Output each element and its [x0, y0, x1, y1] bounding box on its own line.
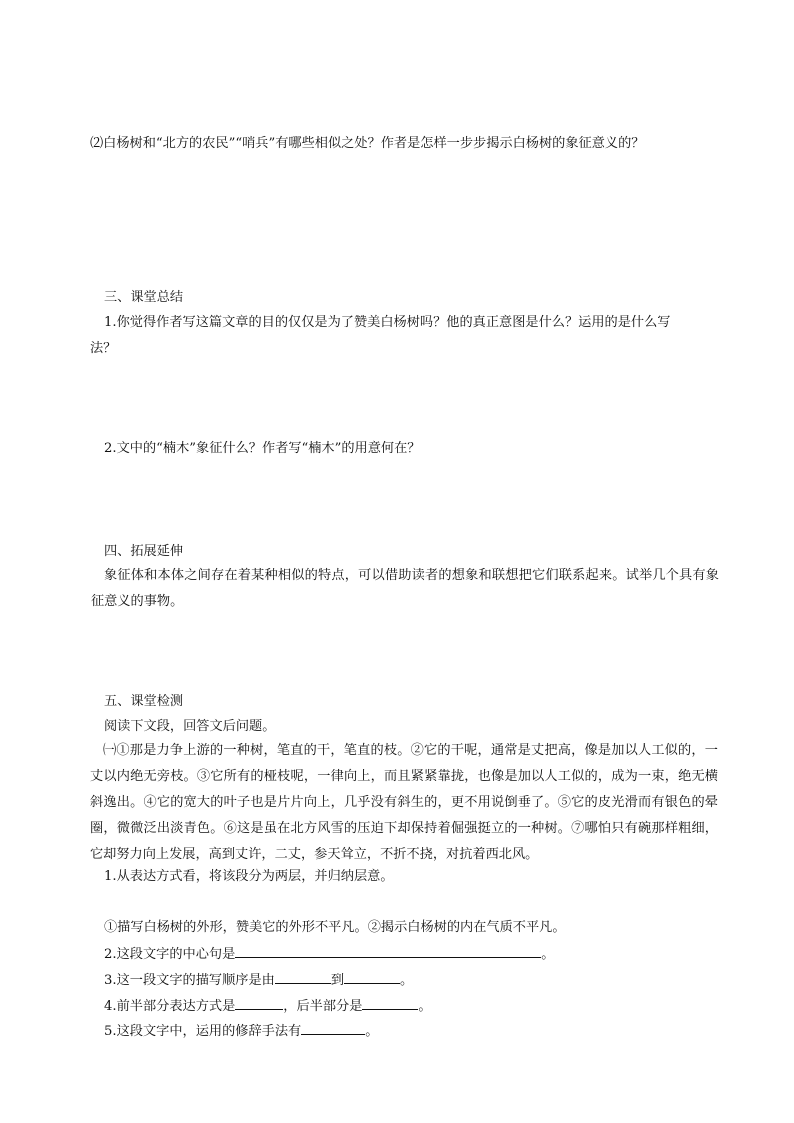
question-4-mid: ，后半部分是 — [283, 999, 363, 1014]
section-4-heading: 四、拓展延伸 — [104, 544, 184, 559]
central-sentence-blank[interactable] — [235, 945, 541, 958]
order-from-blank[interactable] — [275, 971, 331, 984]
exercise-question-4 — [104, 997, 432, 1016]
exercise-question-3 — [104, 971, 413, 990]
question-5-suffix: 。 — [365, 1024, 379, 1039]
section-5-heading: 五、课堂检测 — [104, 694, 184, 709]
question-3-mid: 到 — [330, 973, 345, 988]
section-3-question-1-line-1: 1.你觉得作者写这篇文章的目的仅仅是为了赞美白杨树吗？他的真正意图是什么？运用的是什么写 — [104, 315, 671, 330]
question-4-prefix: 4.前半部分表达方式是 — [104, 999, 236, 1014]
question-2-symbolism: ⑵白杨树和“北方的农民”“哨兵”有哪些相似之处？作者是怎样一步步揭示白杨树的象征意义的？ — [90, 136, 645, 151]
first-half-mode-blank[interactable] — [235, 997, 283, 1010]
question-2-suffix: 。 — [541, 947, 555, 962]
section-5-instruction: 阅读下文段，回答文后问题。 — [104, 719, 276, 734]
exercise-question-1: 1.从表达方式看，将该段分为两层，并归纳层意。 — [104, 869, 394, 884]
question-2-prefix: 2.这段文字的中心句是 — [104, 947, 236, 962]
question-4-suffix: 。 — [418, 999, 432, 1014]
rhetoric-blank[interactable] — [301, 1022, 365, 1035]
section-4-text: 象征体和本体之间存在着某种相似的特点，可以借助读者的想象和联想把它们联系起来。试举几个具有象征意义的事物。 — [91, 568, 719, 609]
exercise-answer-1: ①描写白杨树的外形，赞美它的外形不平凡。②揭示白杨树的内在气质不平凡。 — [104, 920, 566, 935]
exercise-question-2 — [104, 945, 554, 964]
reading-passage: ㈠①那是力争上游的一种树，笔直的干，笔直的枝。②它的干呢，通常是丈把高，像是加以人工似的，一丈以内绝无旁枝。③它所有的桠枝呢，一律向上，而且紧紧靠拢，也像是加以人工似的，成为一束，绝无横斜逸出。④它的宽大的叶子也是片片向上，几乎没有斜生的，更不用说倒垂了。⑤它的皮光滑而有银色的晕圈，微微泛出淡青色。⑥这是虽在北方风雪的压迫下却保持着倔强挺立的一种树。⑦哪怕只有碗那样粗细，它却努力向上发展，高到丈许，二丈，参天耸立，不折不挠，对抗着西北风。 — [90, 743, 718, 862]
question-3-prefix: 3.这一段文字的描写顺序是由 — [104, 973, 275, 988]
section-3-heading: 三、课堂总结 — [104, 290, 184, 305]
exercise-question-5 — [104, 1022, 378, 1041]
second-half-mode-blank[interactable] — [362, 997, 418, 1010]
section-3-question-2: 2.文中的“楠木”象征什么？作者写“楠木”的用意何在？ — [104, 441, 421, 456]
order-to-blank[interactable] — [344, 971, 400, 984]
section-3-question-1-line-2: 法？ — [90, 341, 117, 356]
question-3-suffix: 。 — [400, 973, 414, 988]
question-5-prefix: 5.这段文字中，运用的修辞手法有 — [104, 1024, 302, 1039]
